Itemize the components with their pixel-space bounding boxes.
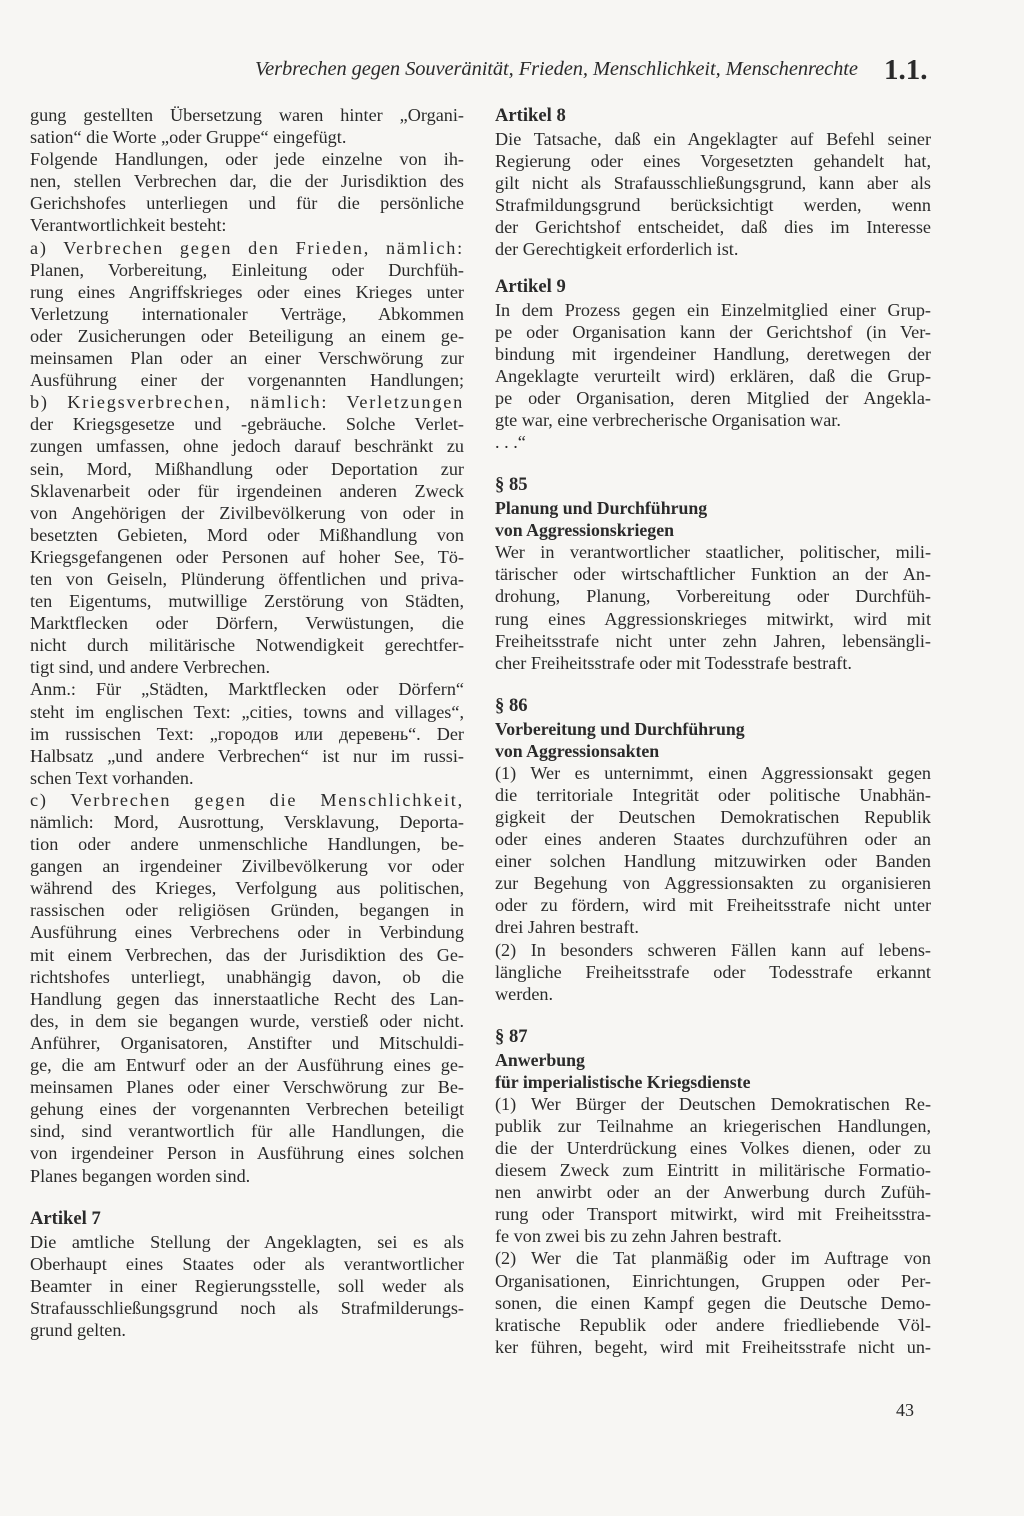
item-a bbox=[30, 237, 464, 392]
text-line: nen anwirbt oder an der Anwerbung durch Zufüh- bbox=[495, 1182, 931, 1203]
text-line: Marktflecken oder Dörfern, Verwüstungen, die bbox=[30, 613, 464, 634]
text-line: Ausführung eines Verbrechens oder in Verbindung bbox=[30, 922, 464, 943]
text-line: richtshofes unterliegt, unabhängig davon, ob die bbox=[30, 966, 464, 987]
item-a-heading: a) Verbrechen gegen den Frieden, nämlich: bbox=[30, 237, 464, 258]
artikel-9 bbox=[495, 275, 931, 454]
text-line: (1) Wer Bürger der Deutschen Demokratischen Re- bbox=[495, 1093, 931, 1114]
text-line: längliche Freiheitsstrafe oder Todesstrafe erkannt bbox=[495, 961, 931, 982]
text-line: Strafmildungsgrund berücksichtigt werden, wenn bbox=[495, 195, 931, 216]
artikel-7 bbox=[30, 1207, 464, 1341]
text-line: bindung mit irgendeiner Handlung, deretwegen der bbox=[495, 343, 931, 364]
text-line: meinsamen Plan oder an einer Verschwörung zur bbox=[30, 348, 464, 369]
text-line: gte war, eine verbrecherische Organisation war. bbox=[495, 410, 841, 431]
paragraph-86-number: § 86 bbox=[495, 694, 528, 716]
text-line: schen Text vorhanden. bbox=[30, 767, 194, 788]
text-line: In dem Prozess gegen ein Einzelmitglied einer Grup- bbox=[495, 299, 931, 320]
text-line: nen, stellen Verbrechen dar, die der Jurisdiktion des bbox=[30, 171, 464, 192]
intro-block bbox=[30, 104, 464, 237]
text-line: (1) Wer es unternimmt, einen Aggressionsakt gegen bbox=[495, 762, 931, 783]
text-line: tärischer oder wirtschaftlicher Funktion an der An- bbox=[495, 564, 931, 585]
text-line: Organisationen, Einrichtungen, Gruppen oder Per- bbox=[495, 1270, 931, 1291]
text-line: der Gerichtshof entscheidet, daß dies im Interesse bbox=[495, 217, 931, 238]
text-line: (2) Wer die Tat planmäßig oder im Auftrage von bbox=[495, 1248, 931, 1269]
text-line: ge, die am Entwurf oder an der Ausführung eines ge- bbox=[30, 1055, 464, 1076]
paragraph-87-title: für imperialistische Kriegsdienste bbox=[495, 1071, 751, 1092]
artikel-7-heading: Artikel 7 bbox=[30, 1207, 101, 1229]
text-line: gilt nicht als Strafausschließungsgrund, kann aber als bbox=[495, 173, 931, 194]
text-line: gigkeit der Deutschen Demokratischen Republik bbox=[495, 806, 931, 827]
text-line: im russischen Text: „городов или деревень“. Der bbox=[30, 723, 464, 744]
paragraph-87-number: § 87 bbox=[495, 1025, 528, 1047]
text-line: nicht durch militärische Notwendigkeit gerechtfer- bbox=[30, 635, 464, 656]
paragraph-87-title: Anwerbung bbox=[495, 1049, 585, 1070]
text-line: meinsamen Planes oder einer Verschwörung zur Be- bbox=[30, 1077, 464, 1098]
text-line: einer solchen Handlung mitzuwirken oder Banden bbox=[495, 851, 931, 872]
text-line: diesem Zweck zum Eintritt in militärische Formatio- bbox=[495, 1160, 931, 1181]
text-line: des, in dem sie begangen wurde, verstieß oder nicht. bbox=[30, 1010, 464, 1031]
right-column bbox=[495, 104, 931, 1358]
text-line: rung eines Aggressionskrieges mitwirkt, wird mit bbox=[495, 608, 931, 629]
text-line: Planes begangen worden sind. bbox=[30, 1165, 251, 1186]
text-line: Strafausschließungsgrund noch als Strafmilderungs- bbox=[30, 1297, 464, 1318]
text-line: Kriegsgefangenen oder Personen auf hoher See, Tö- bbox=[30, 546, 464, 567]
text-line: Regierung oder eines Vorgesetzten gehandelt hat, bbox=[495, 151, 931, 172]
text-line: fe von zwei bis zu zehn Jahren bestraft. bbox=[495, 1226, 782, 1247]
paragraph-86-title: Vorbereitung und Durchführung bbox=[495, 718, 745, 739]
item-b bbox=[30, 391, 464, 789]
text-line: von Angehörigen der Zivilbevölkerung von oder in bbox=[30, 502, 464, 523]
text-line: oder zu fördern, wird mit Freiheitsstrafe nicht unter bbox=[495, 895, 931, 916]
text-line: rassischen oder religiösen Gründen, begangen in bbox=[30, 900, 464, 921]
text-line: Oberhaupt eines Staates oder als verantwortlicher bbox=[30, 1253, 464, 1274]
artikel-8 bbox=[495, 104, 931, 261]
text-line: pe oder Organisation kann der Gerichtshof (in Ver- bbox=[495, 321, 931, 342]
text-line: Anm.: Für „Städten, Marktflecken oder Dörfern“ bbox=[30, 679, 464, 700]
text-line: nämlich: Mord, Ausrottung, Versklavung, Deporta- bbox=[30, 812, 464, 832]
text-line: Ausführung einer der vorgenannten Handlungen; bbox=[30, 370, 464, 391]
text-line: von irgendeiner Person in Ausführung eines solchen bbox=[30, 1143, 464, 1164]
text-line: werden. bbox=[495, 983, 554, 1004]
text-line: drohung, Planung, Vorbereitung oder Durchfüh- bbox=[495, 586, 931, 607]
item-b-heading: b) Kriegsverbrechen, nämlich: Verletzungen bbox=[30, 392, 464, 413]
text-line: ten von Geiseln, Plünderung öffentlichen und priva- bbox=[30, 568, 464, 589]
paragraph-85 bbox=[495, 473, 931, 674]
text-line: die territoriale Integrität oder politische Unabhän- bbox=[495, 784, 931, 805]
text-line: Sklavenarbeit oder für irgendeinen anderen Zweck bbox=[30, 480, 464, 501]
text-line: sation“ die Worte „oder Gruppe“ eingefügt. bbox=[30, 127, 347, 148]
text-line: sind, sind verantwortlich für alle Handlungen, die bbox=[30, 1121, 464, 1142]
paragraph-86 bbox=[495, 694, 931, 1005]
text-line: Folgende Handlungen, oder jede einzelne von ih- bbox=[30, 149, 464, 170]
text-line: der Kriegsgesetze und -gebräuche. Solche Verlet- bbox=[30, 414, 464, 435]
text-line: sein, Mord, Mißhandlung oder Deportation zur bbox=[30, 458, 464, 479]
text-line: sonen, die einen Kampf gegen die Deutsche Demo- bbox=[495, 1292, 931, 1313]
text-line: der Gerechtigkeit erforderlich ist. bbox=[495, 239, 739, 260]
text-line: die der Unterdrückung eines Volkes dienen, oder zu bbox=[495, 1138, 931, 1158]
text-line: Die Tatsache, daß ein Angeklagter auf Befehl seiner bbox=[495, 129, 931, 149]
text-line: mit einem Verbrechen, das der Jurisdiktion des Ge- bbox=[30, 944, 464, 965]
text-line: gung gestellten Übersetzung waren hinter „Organi- bbox=[30, 105, 464, 125]
text-line: Gerichshofes unterliegen und für die persönliche bbox=[30, 193, 464, 214]
text-line: Angeklagte verurteilt wird) erklären, daß die Grup- bbox=[495, 365, 931, 386]
text-line: Verletzung internationaler Verträge, Abkommen bbox=[30, 303, 464, 324]
text-line: tigt sind, und andere Verbrechen. bbox=[30, 657, 271, 678]
left-column bbox=[30, 104, 464, 1341]
text-line: pe oder Organisation, deren Mitglied der Angekla- bbox=[495, 387, 931, 408]
section-number: 1.1. bbox=[884, 54, 928, 86]
text-line: (2) In besonders schweren Fällen kann auf lebens- bbox=[495, 939, 931, 960]
text-line: gehung eines der vorgenannten Verbrechen beteiligt bbox=[30, 1099, 464, 1120]
text-line: drei Jahren bestraft. bbox=[495, 917, 639, 938]
text-line: rung eines Angriffskrieges oder eines Krieges unter bbox=[30, 281, 464, 302]
paragraph-87 bbox=[495, 1025, 931, 1358]
text-line: während des Krieges, Verfolgung aus politischen, bbox=[30, 878, 464, 899]
text-line: besetzten Gebieten, Mord oder Mißhandlung von bbox=[30, 524, 464, 545]
paragraph-86-title: von Aggressionsakten bbox=[495, 740, 660, 761]
text-line: oder eines anderen Staates durchzuführen oder an bbox=[495, 829, 931, 850]
text-line: kratische Republik oder andere friedliebende Völ- bbox=[495, 1314, 931, 1335]
text-line: ten Eigentums, mutwillige Zerstörung von Städten, bbox=[30, 591, 464, 612]
text-line: grund gelten. bbox=[30, 1319, 126, 1340]
artikel-8-heading: Artikel 8 bbox=[495, 105, 566, 126]
artikel-9-heading: Artikel 9 bbox=[495, 275, 566, 297]
text-line: zungen umfassen, ohne jedoch darauf beschränkt zu bbox=[30, 436, 464, 457]
text-line: gangen an irgendeiner Zivilbevölkerung vor oder bbox=[30, 856, 464, 877]
text-line: Wer in verantwortlicher staatlicher, politischer, mili- bbox=[495, 542, 931, 563]
paragraph-85-title: von Aggressionskriegen bbox=[495, 520, 674, 541]
text-line: zur Begehung von Aggressionsakten zu organisieren bbox=[495, 873, 931, 894]
text-line: Beamter in einer Regierungsstelle, soll weder als bbox=[30, 1275, 464, 1296]
text-line: publik zur Teilnahme an kriegerischen Handlungen, bbox=[495, 1115, 931, 1136]
running-title: Verbrechen gegen Souveränität, Frieden, Menschlichkeit, Menschenrechte bbox=[255, 58, 858, 80]
text-line: Planen, Vorbereitung, Einleitung oder Durchfüh- bbox=[30, 259, 464, 280]
item-c-heading: c) Verbrechen gegen die Menschlichkeit, bbox=[30, 789, 464, 810]
text-line: steht im englischen Text: „cities, towns and villages“, bbox=[30, 701, 464, 722]
text-line: oder Zusicherungen oder Beteiligung an einem ge- bbox=[30, 325, 464, 346]
page-number: 43 bbox=[896, 1400, 914, 1420]
paragraph-85-title: Planung und Durchführung bbox=[495, 498, 708, 519]
text-line: ker führen, begeht, wird mit Freiheitsstrafe nicht un- bbox=[495, 1336, 931, 1357]
paragraph-85-number: § 85 bbox=[495, 474, 528, 496]
text-line: . . .“ bbox=[495, 432, 526, 453]
text-line: Handlung gegen das innerstaatliche Recht des Lan- bbox=[30, 988, 464, 1009]
text-line: rung oder Transport mitwirkt, wird mit Freiheitsstra- bbox=[495, 1204, 931, 1225]
text-line: Anführer, Organisatoren, Anstifter und Mitschuldi- bbox=[30, 1032, 464, 1053]
text-line: tion oder andere unmenschliche Handlungen, be- bbox=[30, 834, 464, 855]
item-c bbox=[30, 789, 464, 1187]
text-line: cher Freiheitsstrafe oder mit Todesstrafe bestraft. bbox=[495, 652, 852, 673]
text-line: Verantwortlichkeit besteht: bbox=[30, 215, 227, 236]
text-line: Die amtliche Stellung der Angeklagten, sei es als bbox=[30, 1231, 464, 1252]
text-line: Halbsatz „und andere Verbrechen“ ist nur im russi- bbox=[30, 745, 464, 766]
text-line: Freiheitsstrafe nicht unter zehn Jahren, lebensängli- bbox=[495, 630, 931, 651]
